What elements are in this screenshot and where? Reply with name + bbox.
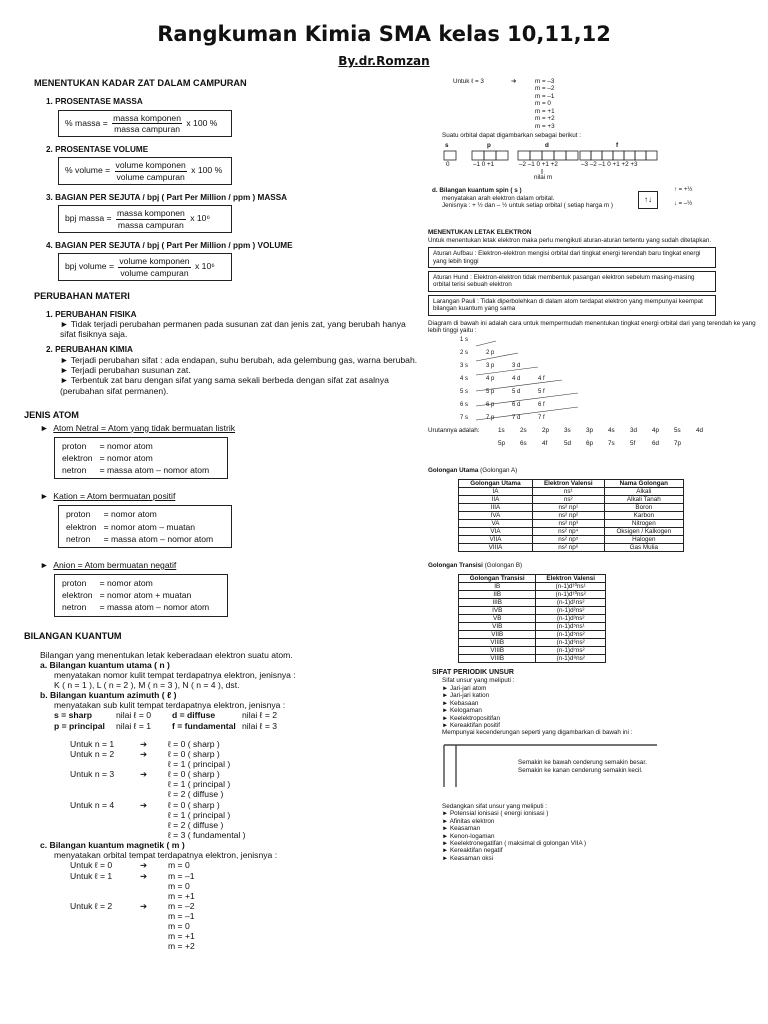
anion-key: netron <box>62 602 87 613</box>
golongan-utama-header: Nama Golongan <box>604 479 683 487</box>
aufbau-cell: 5 s <box>460 388 469 395</box>
sifat2-intro: Sedangkan sifat unsur yang meliputi : <box>442 802 548 810</box>
golongan-utama-cell: ns¹ <box>532 487 604 495</box>
spin-up: ↑ = +½ <box>674 187 693 194</box>
golongan-utama-cell: ns² <box>532 495 604 503</box>
l3-value: m = +1 <box>535 107 555 115</box>
k2-formula: % volume = $\frac{\text{volume komponen}}{\text{volume campuran}}$ x 100 % <box>58 157 232 184</box>
golongan-transisi-cell: (n-1)d⁷ns² <box>536 647 606 655</box>
anion-key: elektron <box>62 590 93 601</box>
golongan-transisi-cell: IIB <box>459 590 536 598</box>
sifat-list-2 <box>442 810 758 862</box>
urutan-item: 2s <box>520 426 527 434</box>
aufbau-cell: 6 p <box>486 401 495 408</box>
l3-value: m = –2 <box>535 85 555 93</box>
m-group-value: m = +1 <box>168 890 195 901</box>
magnetic-values <box>70 860 419 951</box>
atom-netral-title: ► Atom Netral = Atom yang tidak bermuatan listrik <box>40 422 236 433</box>
urutan-item: 7s <box>608 440 615 448</box>
n-group-values <box>168 769 230 799</box>
aufbau-cell: 6 f <box>538 401 545 408</box>
golongan-utama-cell: Oksigen / Kalkogen <box>604 528 683 536</box>
l3-value: m = +3 <box>535 122 555 130</box>
kadar-heading: MENENTUKAN KADAR ZAT DALAM CAMPURAN <box>34 78 247 88</box>
m-group-group <box>70 860 419 870</box>
bk-b-title: b. Bilangan kuantum azimuth ( ℓ ) <box>40 690 177 701</box>
golongan-transisi-row <box>459 631 606 639</box>
sifat-item: ► Keasaman <box>442 825 481 833</box>
golongan-utama-cell: VIIA <box>459 536 533 544</box>
urutan-item: 3p <box>586 426 594 434</box>
n-group-value: ℓ = 1 ( principal ) <box>168 809 231 820</box>
netral-value: = nomor atom <box>99 440 153 451</box>
kation-row <box>65 508 214 520</box>
golongan-transisi-cell: IB <box>459 582 536 590</box>
spin-block: d. Bilangan kuantum spin ( s ) menyatakan arah elektron dalam orbital. Jenisnya : + ½ dan – ½ untuk setiap orbital ( setiap harga m ) ↑↓ ↑ = +½ ↓ = –½ <box>432 187 693 210</box>
sifat-item: ► Kelogaman <box>442 707 482 715</box>
k4-formula: bpj volume = $\frac{\text{volume komponen}}{\text{volume campuran}}$ x 10⁶ <box>58 253 232 280</box>
jenis-atom-heading: JENIS ATOM <box>24 409 79 420</box>
golongan-utama-cell: Karbon <box>604 512 683 520</box>
n-group-value: ℓ = 3 ( fundamental ) <box>168 829 246 840</box>
anion-row <box>61 577 210 589</box>
urutan-item: 6p <box>586 440 594 448</box>
k2-title: 2. PROSENTASE VOLUME <box>46 144 149 154</box>
sifat-periodik-heading: SIFAT PERIODIK UNSUR <box>432 669 514 677</box>
golongan-transisi-header: Golongan Transisi <box>459 574 536 582</box>
spin-down: ↓ = –½ <box>674 201 693 208</box>
arrow-icon: ➔ <box>140 748 148 759</box>
golongan-utama-cell: IVA <box>459 512 533 520</box>
kation-value: = nomor atom <box>103 509 157 520</box>
bk-intro: Bilangan yang menentukan letak keberadaan elektron suatu atom. <box>40 649 293 660</box>
netral-key: elektron <box>62 452 93 463</box>
n-group-values <box>168 749 230 769</box>
golongan-transisi-cell: (n-1)d⁵ns¹ <box>536 622 606 630</box>
golongan-transisi-cell: VIIIB <box>459 655 536 663</box>
aufbau-cell: 1 s <box>460 336 469 343</box>
golongan-transisi-cell: (n-1)d⁸ns² <box>536 655 606 663</box>
m-group-value: m = 0 <box>168 880 190 891</box>
golongan-utama-row <box>459 536 684 544</box>
golongan-utama-row <box>459 528 684 536</box>
golongan-utama-row <box>459 487 684 495</box>
aufbau-cell: 5 d <box>512 388 521 395</box>
netral-value: = nomor atom <box>99 452 153 463</box>
golongan-utama-row <box>459 495 684 503</box>
k4-title: 4. BAGIAN PER SEJUTA / bpj ( Part Per Million / ppm ) VOLUME <box>46 240 293 250</box>
kation-key: netron <box>66 533 91 544</box>
urutan-row-2 <box>428 440 758 447</box>
aufbau-cell: 6 d <box>512 401 521 408</box>
golongan-utama-cell: VA <box>459 520 533 528</box>
aufbau-cell: 3 p <box>486 362 495 369</box>
golongan-transisi-cell: (n-1)d²ns² <box>536 606 606 614</box>
golongan-utama-cell: ns² np² <box>532 512 604 520</box>
m-group-value: m = –1 <box>168 870 195 881</box>
subshell-table: s = sharp nilai ℓ = 0 d = diffuse nilai ℓ = 2 p = principal nilai ℓ = 1 f = fundamental nilai ℓ = 3 <box>54 710 278 731</box>
golongan-utama-row <box>459 520 684 528</box>
m-group-value: m = +2 <box>168 941 195 952</box>
urutan-item: 4p <box>652 426 660 434</box>
golongan-transisi-header: Elektron Valensi <box>536 574 606 582</box>
m-group-values <box>168 901 195 952</box>
aufbau-cell: 5 p <box>486 388 495 395</box>
n-group-group <box>70 739 419 749</box>
anion-key: proton <box>62 578 87 589</box>
bk-a-desc: menyatakan nomor kulit tempat terdapatnya elektron, jenisnya : <box>54 669 296 680</box>
aufbau-cell: 3 d <box>512 362 521 369</box>
golongan-utama-cell: Gas Mulia <box>604 544 683 552</box>
urutan-row-1 <box>428 427 758 434</box>
pf-item: ► Tidak terjadi perubahan permanen pada susunan zat dan jenis zat, yang berubah hanya sifat fisiknya saja. <box>60 319 406 340</box>
n-group-values <box>168 739 220 749</box>
sifat-item: ► Kenon-logaman <box>442 832 495 840</box>
arrow-icon: ➔ <box>140 900 148 911</box>
golongan-utama-cell: ns² np⁵ <box>532 536 604 544</box>
urutan-item: 3s <box>564 426 571 434</box>
aufbau-cell: 7 s <box>460 414 469 421</box>
n-group-group <box>70 749 419 769</box>
orbital-diagram: s p d f 0 –1 0 +1 –2 –1 0 +1 +2 –3 –2 –1 0 +1 +2 +3 nilai m <box>442 141 758 181</box>
netral-key: proton <box>62 440 87 451</box>
k1-title: 1. PROSENTASE MASSA <box>46 96 143 106</box>
arrow-icon: ➔ <box>140 860 148 871</box>
n-group-value: ℓ = 0 ( sharp ) <box>168 748 220 759</box>
urutan-item: 6s <box>520 440 527 448</box>
urutan-item: 6d <box>652 440 660 448</box>
kation-row <box>65 521 214 533</box>
pf-title: 1. PERUBAHAN FISIKA <box>46 309 137 319</box>
bk-c-desc: menyatakan orbital tempat terdapatnya elektron, jenisnya : <box>54 850 278 861</box>
golongan-utama-header: Golongan Utama <box>459 479 533 487</box>
urutan-item: 5p <box>498 440 506 448</box>
n-group-value: ℓ = 2 ( diffuse ) <box>168 819 224 830</box>
m-group-values <box>168 871 195 901</box>
m-group-value: m = +1 <box>168 931 195 942</box>
arrow-icon: ➔ <box>140 738 148 749</box>
aufbau-cell: 7 p <box>486 414 495 421</box>
n-group-group <box>70 800 419 841</box>
golongan-utama-cell: Alkali <box>604 487 683 495</box>
anion-row <box>61 589 210 601</box>
n-group-group <box>70 769 419 799</box>
n-group-label: Untuk n = 2 <box>70 748 115 759</box>
golongan-transisi-row <box>459 582 606 590</box>
golongan-transisi-row <box>459 622 606 630</box>
netral-key: netron <box>62 465 87 475</box>
urutan-item: 5d <box>564 440 572 448</box>
kation-row <box>65 533 214 545</box>
author-byline: By.dr.Romzan <box>338 54 430 68</box>
azimuth-values <box>70 739 419 840</box>
n-group-label: Untuk n = 4 <box>70 799 115 810</box>
golongan-utama-cell: Nitrogen <box>604 520 683 528</box>
aufbau-cell: 4 f <box>538 375 545 382</box>
pauli-box: Larangan Pauli : Tidak diperbolehkan di dalam atom terdapat elektron yang mempunyai keempat bilangan kuantum yang sama <box>428 295 716 316</box>
netral-box <box>54 437 228 479</box>
golongan-utama-cell: ns² np⁶ <box>532 544 604 552</box>
sifat-item: ► Keasaman oksi <box>442 854 494 862</box>
golongan-utama-header: Elektron Valensi <box>532 479 604 487</box>
urutan-item: 4s <box>608 426 615 434</box>
golongan-utama-cell: VIA <box>459 528 533 536</box>
k3-formula: bpj massa = $\frac{\text{massa komponen}}{\text{massa campuran}}$ x 10⁶ <box>58 205 232 232</box>
sifat-trend-text: Mempunyai kecenderungan seperti yang digambarkan di bawah ini : <box>442 729 633 737</box>
m-group-label: Untuk ℓ = 2 <box>70 900 113 911</box>
golongan-utama-cell: Halogen <box>604 536 683 544</box>
k3-title: 3. BAGIAN PER SEJUTA / bpj ( Part Per Million / ppm ) MASSA <box>46 192 288 202</box>
sifat-item: ► Afinitas elektron <box>442 817 495 825</box>
diagram-intro: Diagram di bawah ini adalah cara untuk mempermudah menentukan tingkat energi orbital dari yang terendah ke yang lebih tinggi yaitu : <box>428 319 756 335</box>
aufbau-cell: 5 f <box>538 388 545 395</box>
sifat-item: ► Potensial ionisasi ( energi ionisasi ) <box>442 810 549 818</box>
m-group-value: m = 0 <box>168 921 190 932</box>
golongan-transisi-row <box>459 655 606 663</box>
golongan-utama-cell: ns² np³ <box>532 520 604 528</box>
kation-key: proton <box>66 509 91 520</box>
sifat-item: ► Jari-jari kation <box>442 692 490 700</box>
golongan-transisi-row <box>459 614 606 622</box>
golongan-transisi-row <box>459 590 606 598</box>
anion-row <box>61 601 210 613</box>
golongan-transisi-cell: (n-1)d¹⁰ns¹ <box>536 582 606 590</box>
anion-value: = nomor atom + muatan <box>99 590 192 601</box>
golongan-transisi-header-row <box>459 574 606 582</box>
golongan-utama-row <box>459 504 684 512</box>
golongan-utama-cell: IIA <box>459 495 533 503</box>
golongan-utama-row <box>459 512 684 520</box>
golongan-utama-cell: IIIA <box>459 504 533 512</box>
sifat-item: ► Kereaktifan positif <box>442 722 501 729</box>
urutan-item: 5s <box>674 426 681 434</box>
bk-a-title: a. Bilangan kuantum utama ( n ) <box>40 659 170 670</box>
kation-value: = nomor atom – muatan <box>103 521 196 532</box>
golongan-transisi-table <box>458 574 606 664</box>
golongan-utama-cell: IA <box>459 487 533 495</box>
aufbau-cell: 3 s <box>460 362 469 369</box>
m-group-label: Untuk ℓ = 1 <box>70 870 113 881</box>
golongan-transisi-cell: VIIIB <box>459 647 536 655</box>
hund-box: Aturan Hund : Elektron-elektron tidak membentuk pasangan elektron sebelum masing-masing orbital terisi sebuah elektron <box>428 271 716 292</box>
n-group-value: ℓ = 0 ( sharp ) <box>168 738 220 749</box>
golongan-transisi-row <box>459 598 606 606</box>
golongan-transisi-row <box>459 639 606 647</box>
golongan-transisi-row <box>459 606 606 614</box>
n-group-label: Untuk n = 3 <box>70 769 115 780</box>
pk-title: 2. PERUBAHAN KIMIA <box>46 345 133 355</box>
arrow-icon: ➔ <box>140 870 148 881</box>
sifat-item: ► Keelektropositifan <box>442 714 501 722</box>
k1-formula: % massa = $\frac{\text{massa komponen}}{\text{massa campuran}}$ x 100 % <box>58 110 232 137</box>
anion-title: ► Anion = Atom bermuatan negatif <box>40 559 177 570</box>
anion-value: = massa atom – nomor atom <box>99 602 210 613</box>
letak-heading: MENENTUKAN LETAK ELEKTRON <box>428 229 532 237</box>
urutan-item: 4f <box>542 440 548 448</box>
pk-item-3: ► Terbentuk zat baru dengan sifat yang sama sekali berbeda dengan sifat zat asalnya (perubahan sifat permanen). <box>60 375 389 396</box>
kation-title: ► Kation = Atom bermuatan positif <box>40 491 176 502</box>
golongan-transisi-cell: (n-1)d¹⁰ns² <box>536 590 606 598</box>
n-group-value: ℓ = 1 ( principal ) <box>168 779 231 790</box>
urutan-item: 7p <box>674 440 682 448</box>
trend-line-2: Semakin ke kanan cenderung semakin kecil. <box>518 766 643 774</box>
netral-value: = massa atom – nomor atom <box>99 465 210 475</box>
urutan-item: 4d <box>696 426 704 434</box>
l3-value: m = +2 <box>535 115 555 123</box>
l3-value: m = –3 <box>535 78 555 85</box>
sifat-item: ► Kebasaan <box>442 699 479 707</box>
n-group-label: Untuk n = 1 <box>70 738 115 749</box>
golongan-transisi-cell: (n-1)d⁶ns² <box>536 639 606 647</box>
aufbau-box: Aturan Aufbau : Elektron-elektron mengisi orbital dari tingkat energi terendah baru tingkat energi yang lebih tinggi <box>428 247 716 268</box>
golongan-transisi-cell: (n-1)d³ns² <box>536 614 606 622</box>
golongan-transisi-cell: VIIIB <box>459 639 536 647</box>
golongan-transisi-cell: VB <box>459 614 536 622</box>
aufbau-cell: 2 s <box>460 349 469 356</box>
netral-row <box>61 440 210 452</box>
trend-diagram <box>442 737 758 793</box>
l3-block: Untuk ℓ = 3 ➔ m = –3 m = –2 m = –1 m = 0 m = +1 m = +2 m = +3 <box>453 78 555 130</box>
golongan-utama-cell: ns² np⁴ <box>532 528 604 536</box>
aufbau-cell: 4 d <box>512 375 521 382</box>
golongan-transisi-cell: VIB <box>459 622 536 630</box>
aufbau-cell: 4 p <box>486 375 495 382</box>
m-group-value: m = –1 <box>168 911 195 922</box>
pk-item-1: ► Terjadi perubahan sifat : ada endapan, suhu berubah, ada gelembung gas, warna berubah. <box>60 355 418 366</box>
urutan-spacer <box>428 440 498 447</box>
aufbau-cell: 2 p <box>486 349 495 356</box>
golongan-transisi-row <box>459 647 606 655</box>
kation-value: = massa atom – nomor atom <box>103 533 214 544</box>
golongan-transisi-title: Golongan Transisi (Golongan B) <box>428 562 523 570</box>
pk-item-2: ► Terjadi perubahan susunan zat. <box>60 365 191 376</box>
n-group-value: ℓ = 0 ( sharp ) <box>168 799 220 810</box>
golongan-transisi-cell: IIIB <box>459 598 536 606</box>
n-group-values <box>168 800 246 841</box>
aufbau-cell: 7 f <box>538 414 545 421</box>
golongan-utama-header-row <box>459 479 684 487</box>
sifat-item: ► Jari-jari atom <box>442 684 487 692</box>
anion-box <box>54 574 228 616</box>
golongan-utama-row <box>459 544 684 552</box>
golongan-utama-cell: Boron <box>604 504 683 512</box>
sifat-intro: Sifat unsur yang meliputi : <box>442 677 515 685</box>
golongan-utama-title: Golongan Utama (Golongan A) <box>428 467 518 475</box>
golongan-transisi-cell: (n-1)d¹ns² <box>536 598 606 606</box>
urutan-item: 3d <box>630 426 638 434</box>
spin-box: ↑↓ <box>638 191 658 208</box>
netral-row <box>61 464 210 476</box>
golongan-transisi-cell: VIIB <box>459 631 536 639</box>
kation-box <box>58 505 232 547</box>
m-group-value: m = 0 <box>168 860 190 871</box>
n-group-value: ℓ = 2 ( diffuse ) <box>168 789 224 800</box>
golongan-transisi-cell: IVB <box>459 606 536 614</box>
left-column <box>24 78 419 952</box>
arrow-icon: ➔ <box>140 769 148 780</box>
bk-c-title: c. Bilangan kuantum magnetik ( m ) <box>40 840 185 851</box>
anion-value: = nomor atom <box>99 578 153 589</box>
aufbau-diagram <box>428 335 758 425</box>
m-group-values <box>168 860 190 870</box>
aufbau-cell: 6 s <box>460 401 469 408</box>
urutan-item: 5f <box>630 440 636 448</box>
sifat-item: ► Keelektronegatifan ( maksimal di golongan VIIA ) <box>442 839 587 847</box>
golongan-utama-cell: VIIIA <box>459 544 533 552</box>
bilangan-kuantum-heading: BILANGAN KUANTUM <box>24 630 122 641</box>
trend-line-1: Semakin ke bawah cenderung semakin besar. <box>518 758 647 766</box>
sifat-item: ► Kereaktifan negatif <box>442 847 503 855</box>
arrow-icon: ➔ <box>140 799 148 810</box>
aufbau-cell: 4 s <box>460 375 469 382</box>
sifat-list-1 <box>442 685 758 730</box>
m-group-group <box>70 871 419 901</box>
page-title: Rangkuman Kimia SMA kelas 10,11,12 <box>157 22 611 46</box>
bk-a-values: K ( n = 1 ), L ( n = 2 ), M ( n = 3 ), N ( n = 4 ), dst. <box>54 679 240 690</box>
bk-b-desc: menyatakan sub kulit tempat terdapatnya elektron, jenisnya : <box>54 700 286 711</box>
urutan-item: 2p <box>542 426 550 434</box>
golongan-transisi-cell: (n-1)d⁵ns² <box>536 631 606 639</box>
golongan-utama-cell: Alkali Tanah <box>604 495 683 503</box>
m-group-label: Untuk ℓ = 0 <box>70 860 113 871</box>
orbital-intro: Suatu orbital dapat digambarkan sebagai berikut : <box>442 131 581 139</box>
l3-value: m = 0 <box>535 100 551 108</box>
golongan-utama-cell: ns² np¹ <box>532 504 604 512</box>
aufbau-cell: 7 d <box>512 414 521 421</box>
kation-key: elektron <box>66 521 97 532</box>
l3-value: m = –1 <box>535 92 555 100</box>
letak-intro: Untuk menentukan letak elektron maka perlu mengikuti aturan-aturan tertentu yang sudah ditetapkan. <box>428 236 712 244</box>
right-column <box>428 78 758 862</box>
urutan-item: 1s <box>498 426 505 434</box>
perubahan-heading: PERUBAHAN MATERI <box>34 290 130 301</box>
m-group-group <box>70 901 419 952</box>
aufbau-arrows <box>428 335 628 425</box>
netral-row <box>61 452 210 464</box>
n-group-value: ℓ = 0 ( sharp ) <box>168 769 220 780</box>
n-group-value: ℓ = 1 ( principal ) <box>168 758 231 769</box>
m-group-value: m = –2 <box>168 900 195 911</box>
urutan-label: Urutannya adalah: <box>428 426 480 434</box>
golongan-utama-table <box>458 479 684 552</box>
